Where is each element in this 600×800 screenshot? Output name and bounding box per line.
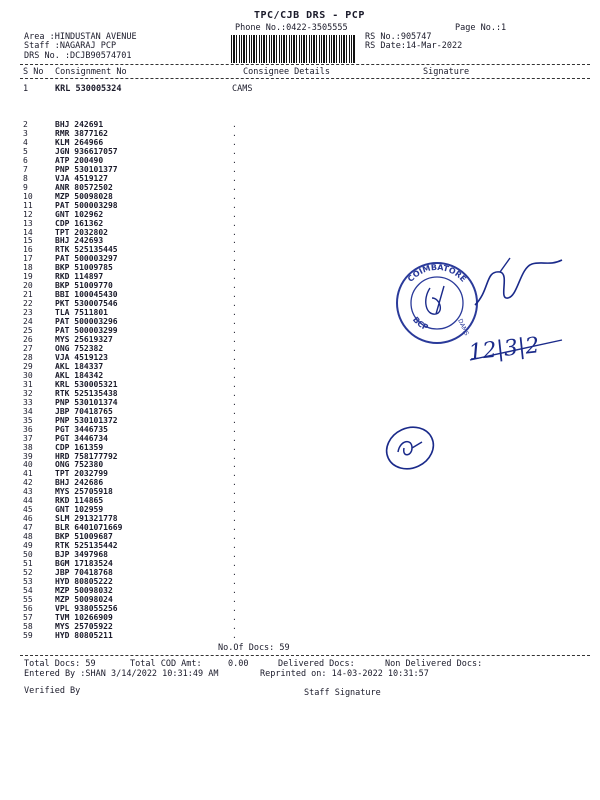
row-consignment: AKL 184342: [55, 370, 104, 380]
row-sno: 10: [23, 191, 33, 201]
row-consignee-placeholder: .: [232, 469, 237, 479]
row-consignee-placeholder: .: [232, 155, 237, 165]
row-consignment: JBP 70418768: [55, 568, 113, 577]
row-consignee-placeholder: .: [232, 460, 237, 470]
row-consignee-placeholder: .: [232, 272, 237, 282]
row-consignee-placeholder: .: [232, 603, 237, 613]
row-sno: 36: [23, 424, 33, 434]
row-sno: 44: [23, 496, 33, 506]
row-sno: 43: [23, 487, 33, 497]
row-consignment: BBI 100045430: [55, 290, 118, 300]
row-consignment: TPT 2032799: [55, 469, 108, 479]
row-consignment: PAT 500003296: [55, 317, 118, 327]
row-consignee-placeholder: .: [232, 370, 237, 380]
row-sno: 4: [23, 137, 28, 147]
row-consignee-placeholder: .: [232, 612, 237, 622]
row-sno: 3: [23, 128, 28, 138]
row-consignment: CDP 161362: [55, 218, 104, 228]
reprinted-on: Reprinted on: 14-03-2022 10:31:57: [260, 669, 429, 679]
row-consignee-placeholder: .: [232, 514, 237, 524]
row-consignee-placeholder: .: [232, 361, 237, 371]
row-consignee-placeholder: .: [232, 200, 237, 210]
row-sno: 24: [23, 317, 33, 327]
row-sno: 2: [23, 120, 28, 129]
row-consignment: RMR 3877162: [55, 128, 108, 138]
row-consignment: GNT 102959: [55, 505, 104, 515]
row-sno: 8: [23, 173, 28, 183]
row-consignee-placeholder: .: [232, 263, 237, 273]
drs-number: DRS No. :DCJB90574701: [24, 51, 132, 61]
row-consignee-placeholder: .: [232, 532, 237, 542]
area-label: Area :HINDUSTAN AVENUE: [24, 32, 137, 42]
column-signature: Signature: [423, 67, 470, 77]
row-sno: 35: [23, 415, 33, 425]
row-sno: 42: [23, 478, 33, 488]
row-consignee-placeholder: .: [232, 505, 237, 515]
row-consignee-placeholder: .: [232, 281, 237, 291]
row-consignee-placeholder: .: [232, 541, 237, 551]
row-sno: 26: [23, 335, 33, 345]
stamp-bottom-text: BCP: [410, 315, 430, 333]
row-consignee-placeholder: .: [232, 559, 237, 569]
row-consignment: JBP 70418765: [55, 406, 113, 416]
row-consignment: MZP 50098028: [55, 191, 113, 201]
row-sno: 56: [23, 603, 33, 613]
row-consignee-placeholder: .: [232, 550, 237, 560]
no-of-docs: No.Of Docs: 59: [218, 643, 290, 653]
row-consignee-placeholder: .: [232, 254, 237, 264]
verified-by: Verified By: [24, 686, 81, 696]
row-consignee-placeholder: .: [232, 478, 237, 488]
rs-number: RS No.:905747: [365, 32, 432, 42]
staff-signature: Staff Signature: [304, 688, 381, 698]
row-consignee-placeholder: .: [232, 146, 237, 156]
row-1-sno: 1: [23, 84, 29, 94]
row-sno: 20: [23, 281, 33, 291]
row-consignment: PNP 530101377: [55, 164, 118, 174]
row-consignee-placeholder: .: [232, 191, 237, 201]
row-sno: 49: [23, 541, 33, 551]
row-consignment: HRD 758177792: [55, 451, 118, 461]
row-consignment: KRL 530005321: [55, 379, 118, 389]
non-delivered-docs: Non Delivered Docs:: [385, 659, 483, 669]
delivered-docs: Delivered Docs:: [278, 659, 355, 669]
row-consignment: PNP 530101372: [55, 415, 118, 425]
row-consignment: PKT 530007546: [55, 299, 118, 309]
row-consignment: PGT 3446734: [55, 433, 108, 443]
row-consignment: PNP 530101374: [55, 397, 118, 407]
row-consignee-placeholder: .: [232, 317, 237, 327]
row-sno: 58: [23, 621, 33, 631]
row-sno: 5: [23, 146, 28, 156]
row-sno: 12: [23, 209, 33, 219]
row-consignment: AKL 184337: [55, 361, 104, 371]
row-sno: 11: [23, 200, 33, 210]
staff-label: Staff :NAGARAJ PCP: [24, 41, 117, 51]
row-sno: 33: [23, 397, 33, 407]
row-consignment: RKD 114897: [55, 272, 104, 282]
row-sno: 17: [23, 254, 33, 264]
row-consignment: ATP 200490: [55, 155, 104, 165]
row-consignee-placeholder: .: [232, 335, 237, 345]
row-consignment: VJA 4519127: [55, 173, 108, 183]
row-consignee-placeholder: .: [232, 487, 237, 497]
row-consignee-placeholder: .: [232, 568, 237, 577]
total-cod-value: 0.00: [228, 659, 249, 669]
footer-divider: [20, 655, 590, 656]
row-sno: 41: [23, 469, 33, 479]
row-consignment: VJA 4519123: [55, 352, 108, 362]
row-sno: 25: [23, 326, 33, 336]
row-sno: 6: [23, 155, 28, 165]
row-sno: 16: [23, 245, 33, 255]
row-consignment: BHJ 242693: [55, 236, 104, 246]
row-consignment: ONG 752382: [55, 344, 104, 353]
row-sno: 28: [23, 352, 33, 362]
row-consignment: MZP 50098024: [55, 594, 113, 604]
row-1-consignee: CAMS: [232, 84, 253, 94]
row-consignee-placeholder: .: [232, 164, 237, 174]
row-sno: 29: [23, 361, 33, 371]
row-consignment: BGM 17183524: [55, 559, 113, 569]
total-cod-label: Total COD Amt:: [130, 659, 202, 669]
row-sno: 54: [23, 585, 33, 595]
handwritten-date: [462, 318, 582, 368]
row-sno: 9: [23, 182, 28, 192]
row-consignee-placeholder: .: [232, 406, 237, 416]
row-consignee-placeholder: .: [232, 120, 237, 129]
row-consignment: BKP 51009770: [55, 281, 113, 291]
row-consignee-placeholder: .: [232, 433, 237, 443]
row-consignment: RKD 114865: [55, 496, 104, 506]
row-consignment: PGT 3446735: [55, 424, 108, 434]
row-sno: 18: [23, 263, 33, 273]
row-sno: 37: [23, 433, 33, 443]
stamp-side-text: DAMS: [456, 317, 470, 337]
rs-date: RS Date:14-Mar-2022: [365, 41, 463, 51]
row-sno: 27: [23, 344, 33, 353]
row-consignee-placeholder: .: [232, 576, 237, 586]
signature-scribble: [470, 250, 570, 320]
row-sno: 30: [23, 370, 33, 380]
row-consignment: RTK 525135442: [55, 541, 118, 551]
row-sno: 32: [23, 388, 33, 398]
row-consignment: MYS 25705922: [55, 621, 113, 631]
row-consignee-placeholder: .: [232, 630, 237, 640]
row-consignee-placeholder: .: [232, 227, 237, 237]
row-consignment: MZP 50098032: [55, 585, 113, 595]
stamp-top-text: COIMBATORE: [406, 262, 469, 284]
column-sno: S No: [23, 67, 44, 77]
row-consignment: SLM 291321778: [55, 514, 118, 524]
row-consignment: BKP 51009687: [55, 532, 113, 542]
row-sno: 15: [23, 236, 33, 246]
row-consignment: BHJ 242691: [55, 120, 104, 129]
row-consignment: RTK 525135445: [55, 245, 118, 255]
row-consignment: KLM 264966: [55, 137, 104, 147]
row-consignee-placeholder: .: [232, 344, 237, 353]
row-consignment: ONG 752380: [55, 460, 104, 470]
table-row: [0, 632, 600, 641]
row-sno: 55: [23, 594, 33, 604]
row-consignment: RTK 525135438: [55, 388, 118, 398]
row-consignment: PAT 500003298: [55, 200, 118, 210]
handwritten-initials: [382, 418, 442, 478]
row-consignee-placeholder: .: [232, 397, 237, 407]
row-1-consignment: KRL 530005324: [55, 84, 122, 94]
row-consignee-placeholder: .: [232, 415, 237, 425]
row-consignment: TVM 10266909: [55, 612, 113, 622]
entered-by: Entered By :SHAN 3/14/2022 10:31:49 AM: [24, 669, 219, 679]
page-number: Page No.:1: [455, 23, 507, 33]
row-sno: 46: [23, 514, 33, 524]
row-consignment: BJP 3497968: [55, 550, 108, 560]
row-sno: 34: [23, 406, 33, 416]
row-consignee-placeholder: .: [232, 585, 237, 595]
row-consignee-placeholder: .: [232, 308, 237, 318]
row-consignment: CDP 161359: [55, 442, 104, 452]
row-consignee-placeholder: .: [232, 173, 237, 183]
row-sno: 53: [23, 576, 33, 586]
row-consignee-placeholder: .: [232, 218, 237, 228]
row-sno: 13: [23, 218, 33, 228]
row-consignee-placeholder: .: [232, 137, 237, 147]
row-consignment: PAT 500003297: [55, 254, 118, 264]
row-consignee-placeholder: .: [232, 182, 237, 192]
row-sno: 39: [23, 451, 33, 461]
row-consignment: TPT 2032802: [55, 227, 108, 237]
row-consignee-placeholder: .: [232, 245, 237, 255]
row-consignment: MYS 25619327: [55, 335, 113, 345]
row-sno: 19: [23, 272, 33, 282]
row-sno: 51: [23, 559, 33, 569]
row-consignee-placeholder: .: [232, 442, 237, 452]
row-sno: 21: [23, 290, 33, 300]
row-consignment: HYD 80805211: [55, 630, 113, 640]
row-consignee-placeholder: .: [232, 236, 237, 246]
row-consignment: PAT 500003299: [55, 326, 118, 336]
row-sno: 45: [23, 505, 33, 515]
row-sno: 7: [23, 164, 28, 174]
total-docs: Total Docs: 59: [24, 659, 96, 669]
row-consignee-placeholder: .: [232, 388, 237, 398]
row-consignee-placeholder: .: [232, 299, 237, 309]
document-title: TPC/CJB DRS - PCP: [254, 10, 365, 21]
row-consignment: ANR 80572502: [55, 182, 113, 192]
row-sno: 22: [23, 299, 33, 309]
row-consignee-placeholder: .: [232, 594, 237, 604]
column-consignment: Consignment No: [55, 67, 127, 77]
row-consignee-placeholder: .: [232, 523, 237, 533]
row-consignee-placeholder: .: [232, 621, 237, 631]
row-consignee-placeholder: .: [232, 451, 237, 461]
row-consignment: BKP 51009785: [55, 263, 113, 273]
row-sno: 23: [23, 308, 33, 318]
row-consignee-placeholder: .: [232, 128, 237, 138]
column-consignee: Consignee Details: [243, 67, 330, 77]
row-consignee-placeholder: .: [232, 352, 237, 362]
row-sno: 50: [23, 550, 33, 560]
row-sno: 52: [23, 568, 33, 577]
row-sno: 38: [23, 442, 33, 452]
row-consignment: MYS 25705918: [55, 487, 113, 497]
svg-text:12|3|2: 12|3|2: [467, 333, 541, 366]
row-consignment: HYD 80805222: [55, 576, 113, 586]
row-consignee-placeholder: .: [232, 209, 237, 219]
row-consignment: GNT 102962: [55, 209, 104, 219]
phone-number: Phone No.:0422-3505555: [235, 23, 348, 33]
row-consignee-placeholder: .: [232, 290, 237, 300]
row-sno: 31: [23, 379, 33, 389]
row-consignment: JGN 936617057: [55, 146, 118, 156]
row-sno: 40: [23, 460, 33, 470]
row-consignee-placeholder: .: [232, 379, 237, 389]
row-consignee-placeholder: .: [232, 496, 237, 506]
row-sno: 48: [23, 532, 33, 542]
row-sno: 47: [23, 523, 33, 533]
row-consignment: VPL 938055256: [55, 603, 118, 613]
row-sno: 59: [23, 630, 33, 640]
row-consignment: BHJ 242686: [55, 478, 104, 488]
row-sno: 57: [23, 612, 33, 622]
row-consignment: TLA 7511801: [55, 308, 108, 318]
row-consignment: BLR 6401071669: [55, 523, 123, 533]
row-sno: 14: [23, 227, 33, 237]
row-consignee-placeholder: .: [232, 326, 237, 336]
row-consignee-placeholder: .: [232, 424, 237, 434]
